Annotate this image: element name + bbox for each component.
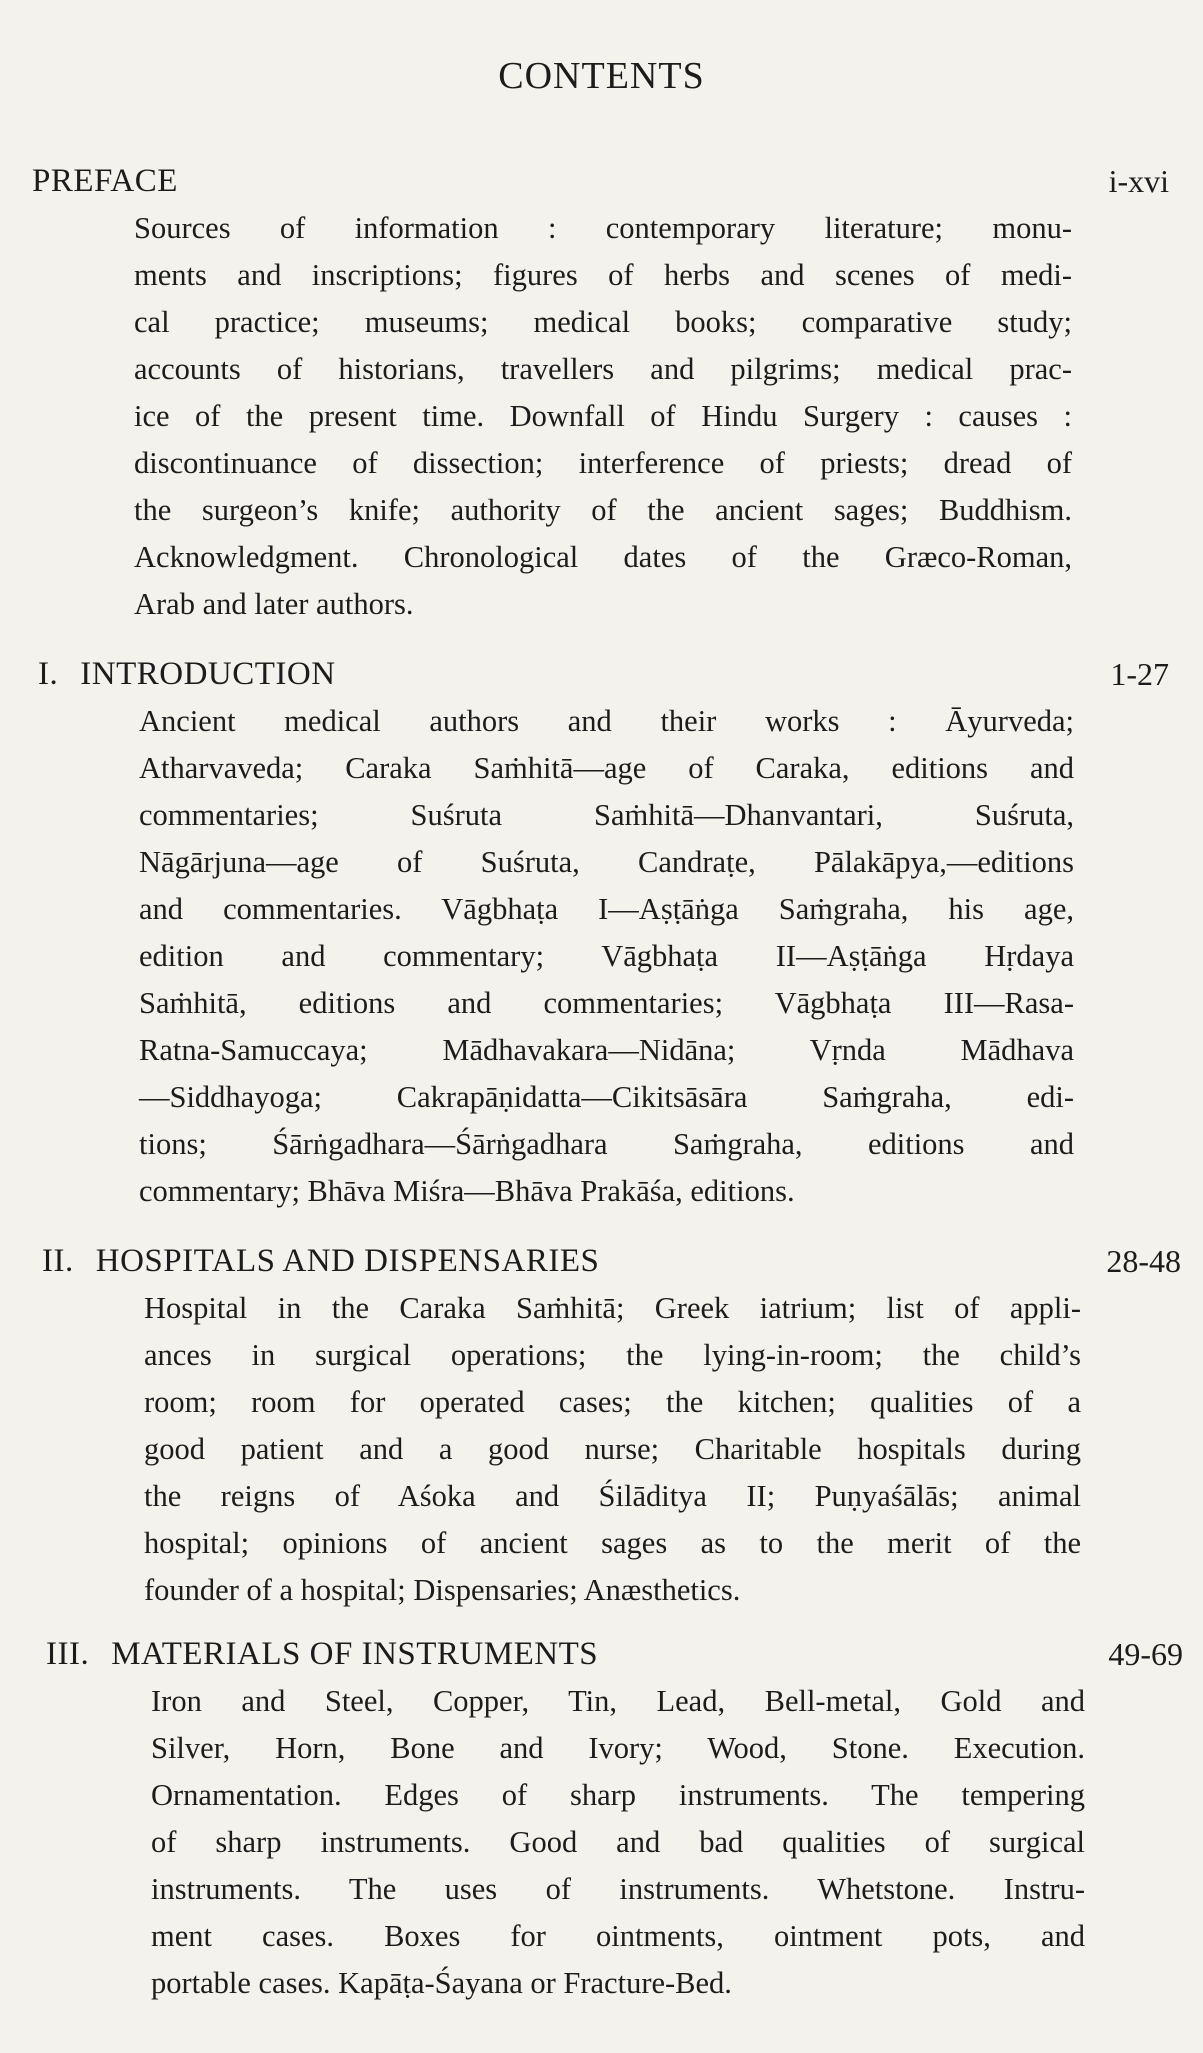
- description-line: Silver, Horn, Bone and Ivory; Wood, Stone. Execution.: [151, 1731, 1085, 1765]
- description-line: Iron and Steel, Copper, Tin, Lead, Bell-metal, Gold and: [151, 1684, 1085, 1718]
- description-line: Hospital in the Caraka Saṁhitā; Greek iatrium; list of appli-: [144, 1291, 1081, 1325]
- toc-page-range: 1-27: [1110, 656, 1169, 692]
- description-line: Nāgārjuna—age of Suśruta, Candraṭe, Pālakāpya,—editions: [139, 845, 1074, 879]
- toc-entry-introduction: [0, 656, 1203, 1208]
- description-line: commentary; Bhāva Miśra—Bhāva Prakāśa, editions.: [139, 1174, 795, 1208]
- description-line: of sharp instruments. Good and bad qualities of surgical: [151, 1825, 1085, 1859]
- toc-chapter-number: III.: [46, 1636, 90, 1672]
- toc-heading: [32, 163, 178, 200]
- toc-heading: [38, 656, 336, 693]
- toc-heading: [46, 1636, 598, 1673]
- description-line: Atharvaveda; Caraka Saṁhitā—age of Caraka, editions and: [139, 751, 1074, 785]
- toc-page-range: i-xvi: [1108, 163, 1169, 199]
- toc-heading-text: HOSPITALS AND DISPENSARIES: [95, 1243, 600, 1279]
- toc-heading: [42, 1243, 599, 1280]
- toc-heading-text: PREFACE: [32, 163, 178, 199]
- description-line: Ornamentation. Edges of sharp instruments. The tempering: [151, 1778, 1085, 1812]
- toc-description: [139, 698, 1074, 1215]
- description-line: the surgeon’s knife; authority of the ancient sages; Buddhism.: [134, 493, 1072, 527]
- toc-description: [151, 1678, 1085, 2007]
- toc-heading-text: INTRODUCTION: [80, 656, 336, 692]
- description-line: Ratna-Samuccaya; Mādhavakara—Nidāna; Vṛnda Mādhava: [139, 1033, 1074, 1067]
- description-line: —Siddhayoga; Cakrapāṇidatta—Cikitsāsāra Saṁgraha, edi-: [139, 1080, 1074, 1114]
- description-line: cal practice; museums; medical books; comparative study;: [134, 305, 1072, 339]
- description-line: portable cases. Kapāṭa-Śayana or Fracture-Bed.: [151, 1966, 732, 2000]
- toc-chapter-number: I.: [38, 656, 59, 692]
- description-line: Ancient medical authors and their works : Āyurveda;: [139, 704, 1074, 738]
- toc-heading-row: [0, 163, 1203, 209]
- description-line: tions; Śārṅgadhara—Śārṅgadhara Saṁgraha, editions and: [139, 1127, 1074, 1161]
- toc-heading-text: MATERIALS OF INSTRUMENTS: [111, 1636, 599, 1672]
- description-line: room; room for operated cases; the kitchen; qualities of a: [144, 1385, 1081, 1419]
- toc-entry-hospitals: [0, 1243, 1203, 1607]
- description-line: commentaries; Suśruta Saṁhitā—Dhanvantari, Suśruta,: [139, 798, 1074, 832]
- description-line: Arab and later authors.: [134, 587, 414, 621]
- toc-description: [134, 205, 1072, 628]
- toc-page-range: 49-69: [1108, 1636, 1183, 1672]
- description-line: and commentaries. Vāgbhaṭa I—Aṣṭāṅga Saṁgraha, his age,: [139, 892, 1074, 926]
- description-line: ice of the present time. Downfall of Hindu Surgery : causes :: [134, 399, 1072, 433]
- description-line: hospital; opinions of ancient sages as to the merit of the: [144, 1526, 1081, 1560]
- toc-heading-row: [0, 1243, 1203, 1289]
- page-title: CONTENTS: [498, 55, 705, 97]
- toc-heading-row: [0, 656, 1203, 702]
- description-line: Acknowledgment. Chronological dates of the Græco-Roman,: [134, 540, 1072, 574]
- description-line: discontinuance of dissection; interference of priests; dread of: [134, 446, 1072, 480]
- description-line: ment cases. Boxes for ointments, ointment pots, and: [151, 1919, 1085, 1953]
- toc-entry-materials: [0, 1636, 1203, 2000]
- toc-entry-preface: [0, 163, 1203, 621]
- description-line: instruments. The uses of instruments. Whetstone. Instru-: [151, 1872, 1085, 1906]
- toc-page-range: 28-48: [1106, 1243, 1181, 1279]
- description-line: ances in surgical operations; the lying-in-room; the child’s: [144, 1338, 1081, 1372]
- description-line: accounts of historians, travellers and pilgrims; medical prac-: [134, 352, 1072, 386]
- description-line: the reigns of Aśoka and Śilāditya II; Puṇyaśālās; animal: [144, 1479, 1081, 1513]
- description-line: edition and commentary; Vāgbhaṭa II—Aṣṭāṅga Hṛdaya: [139, 939, 1074, 973]
- description-line: Sources of information : contemporary literature; monu-: [134, 211, 1072, 245]
- description-line: founder of a hospital; Dispensaries; Anæsthetics.: [144, 1573, 741, 1607]
- toc-heading-row: [0, 1636, 1203, 1682]
- toc-description: [144, 1285, 1081, 1614]
- description-line: ments and inscriptions; figures of herbs and scenes of medi-: [134, 258, 1072, 292]
- toc-chapter-number: II.: [42, 1243, 74, 1279]
- description-line: good patient and a good nurse; Charitable hospitals during: [144, 1432, 1081, 1466]
- description-line: Saṁhitā, editions and commentaries; Vāgbhaṭa III—Rasa-: [139, 986, 1074, 1020]
